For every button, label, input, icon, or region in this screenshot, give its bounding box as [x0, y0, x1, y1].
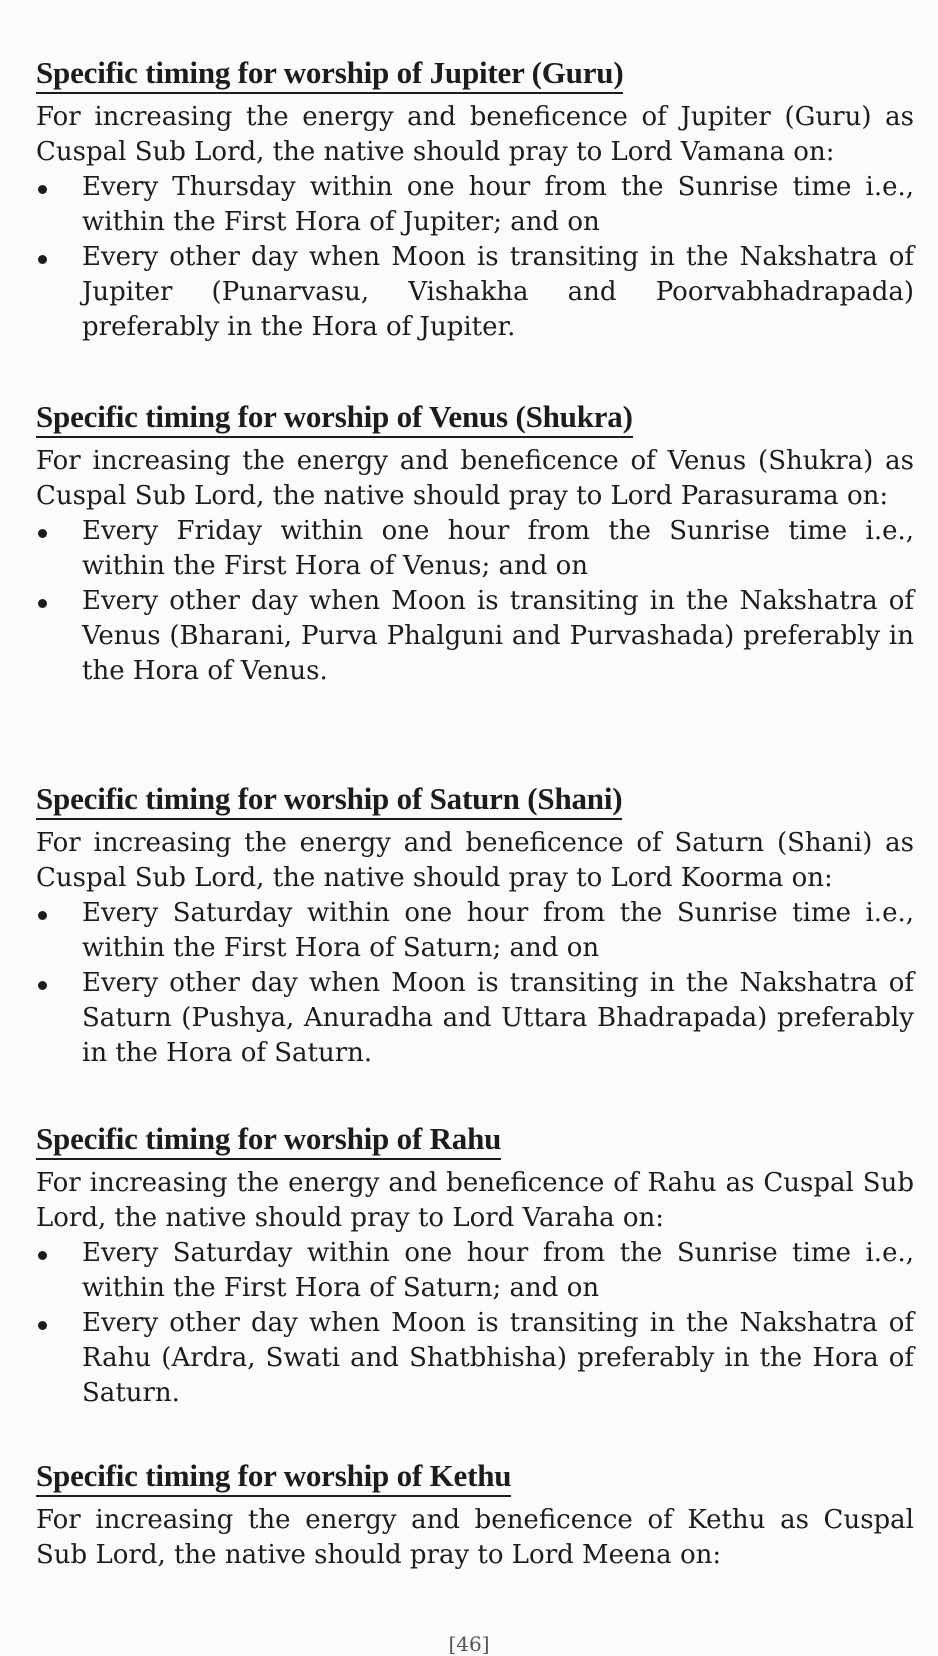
- bullet-icon: [38, 1251, 47, 1260]
- section-intro: For increasing the energy and beneficence of Rahu as Cuspal Sub Lord, the native should pray to Lord Varaha on:: [36, 1168, 914, 1233]
- section-intro: For increasing the energy and beneficence of Venus (Shukra) as Cuspal Sub Lord, the native should pray to Lord Parasurama on:: [36, 446, 914, 511]
- section-heading: Specific timing for worship of Kethu: [36, 1457, 511, 1497]
- bullet-icon: [38, 255, 47, 264]
- list-item: [36, 170, 914, 240]
- list-item-text: Every other day when Moon is transiting in the Nakshatra of Jupiter (Punarvasu, Vishakha and Poorvabhadrapada) preferably in the Hora of Jupiter.: [82, 242, 914, 342]
- list-item: [36, 896, 914, 966]
- bullet-icon: [38, 1321, 47, 1330]
- list-item-text: Every other day when Moon is transiting in the Nakshatra of Venus (Bharani, Purva Phalguni and Purvashada) preferably in the Hora of Venus.: [82, 586, 914, 686]
- section-heading: Specific timing for worship of Rahu: [36, 1120, 501, 1160]
- list-item: [36, 584, 914, 689]
- section-heading: Specific timing for worship of Saturn (Shani): [36, 780, 622, 820]
- section-heading: Specific timing for worship of Jupiter (Guru): [36, 54, 623, 94]
- list-item: [36, 966, 914, 1071]
- bullet-icon: [38, 599, 47, 608]
- bullet-list: [36, 896, 914, 1071]
- section-jupiter: [36, 54, 914, 345]
- bullet-list: [36, 1236, 914, 1411]
- list-item: [36, 1306, 914, 1411]
- list-item-text: Every Saturday within one hour from the Sunrise time i.e., within the First Hora of Saturn; and on: [82, 898, 914, 963]
- section-rahu: [36, 1120, 914, 1411]
- page-number: [46]: [448, 1632, 490, 1656]
- section-intro: For increasing the energy and beneficence of Jupiter (Guru) as Cuspal Sub Lord, the native should pray to Lord Vamana on:: [36, 102, 914, 167]
- section-kethu: [36, 1457, 914, 1573]
- bullet-list: [36, 514, 914, 689]
- bullet-list: [36, 170, 914, 345]
- bullet-icon: [38, 185, 47, 194]
- list-item: [36, 240, 914, 345]
- list-item: [36, 514, 914, 584]
- list-item-text: Every other day when Moon is transiting in the Nakshatra of Saturn (Pushya, Anuradha and Uttara Bhadrapada) preferably in the Hora of Saturn.: [82, 968, 914, 1068]
- section-venus: [36, 398, 914, 689]
- bullet-icon: [38, 529, 47, 538]
- list-item-text: Every other day when Moon is transiting in the Nakshatra of Rahu (Ardra, Swati and Shatbhisha) preferably in the Hora of Saturn.: [82, 1308, 914, 1408]
- section-saturn: [36, 780, 914, 1071]
- section-intro: For increasing the energy and beneficence of Saturn (Shani) as Cuspal Sub Lord, the native should pray to Lord Koorma on:: [36, 828, 914, 893]
- list-item: [36, 1236, 914, 1306]
- list-item-text: Every Friday within one hour from the Sunrise time i.e., within the First Hora of Venus; and on: [82, 516, 914, 581]
- list-item-text: Every Thursday within one hour from the Sunrise time i.e., within the First Hora of Jupiter; and on: [82, 172, 914, 237]
- list-item-text: Every Saturday within one hour from the Sunrise time i.e., within the First Hora of Saturn; and on: [82, 1238, 914, 1303]
- section-heading: Specific timing for worship of Venus (Shukra): [36, 398, 633, 438]
- bullet-icon: [38, 911, 47, 920]
- section-intro: For increasing the energy and beneficence of Kethu as Cuspal Sub Lord, the native should pray to Lord Meena on:: [36, 1505, 914, 1570]
- bullet-icon: [38, 981, 47, 990]
